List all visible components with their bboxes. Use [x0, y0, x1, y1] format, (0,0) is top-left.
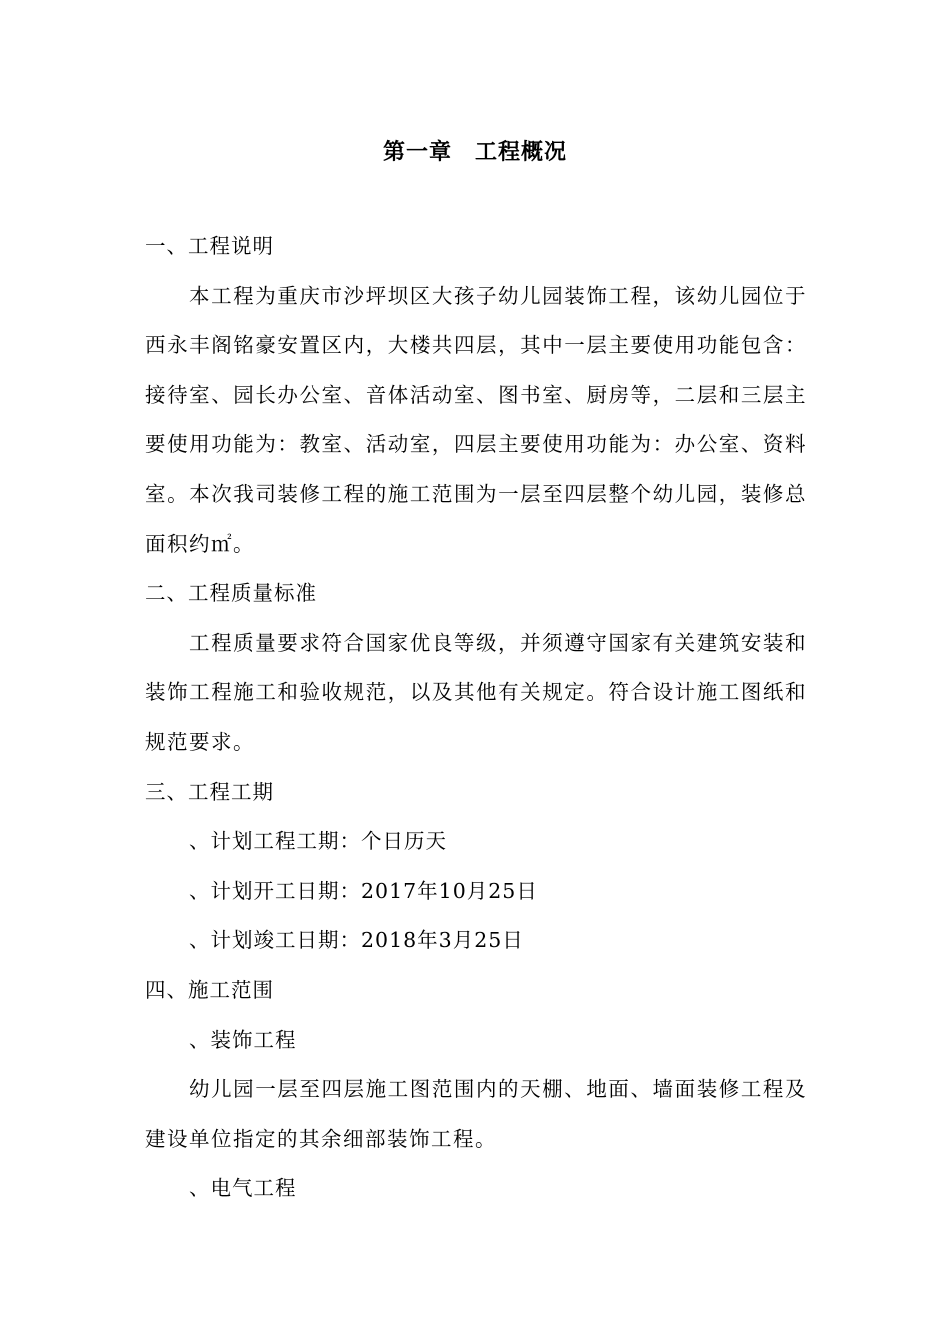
section-heading-scope: 四、施工范围 [145, 977, 274, 1002]
subheading-decoration-work: 、装饰工程 [189, 1027, 297, 1052]
chapter-title: 第一章 工程概况 [382, 139, 567, 165]
paragraph-quality-standard: 工程质量要求符合国家优良等级，并须遵守国家有关建筑安装和装饰工程施工和验收规范，以及其他有关规定。符合设计施工图纸和规范要求。 [145, 630, 807, 754]
section-heading-project-description: 一、工程说明 [145, 234, 274, 258]
schedule-item-duration: 、计划工程工期：个日历天 [189, 829, 447, 854]
schedule-item-start-date: 、计划开工日期：2017年10月25日 [189, 878, 538, 903]
section-heading-schedule: 三、工程工期 [145, 779, 274, 804]
document-body [145, 222, 807, 1214]
paragraph-project-description: 本工程为重庆市沙坪坝区大孩子幼儿园装饰工程，该幼儿园位于西永丰阁铭豪安置区内，大楼共四层，其中一层主要使用功能包含：接待室、园长办公室、音体活动室、图书室、厨房等，二层和三层主要使用功能为：教室、活动室，四层主要使用功能为：办公室、资料室。本次我司装修工程的施工范围为一层至四层整个幼儿园，装修总面积约㎡。 [145, 283, 807, 556]
schedule-item-completion-date: 、计划竣工日期：2018年3月25日 [189, 928, 524, 953]
paragraph-decoration-scope: 幼儿园一层至四层施工图范围内的天棚、地面、墙面装修工程及建设单位指定的其余细部装饰工程。 [145, 1077, 807, 1151]
section-heading-quality-standard: 二、工程质量标准 [145, 581, 317, 606]
subheading-electrical-work: 、电气工程 [189, 1176, 297, 1201]
